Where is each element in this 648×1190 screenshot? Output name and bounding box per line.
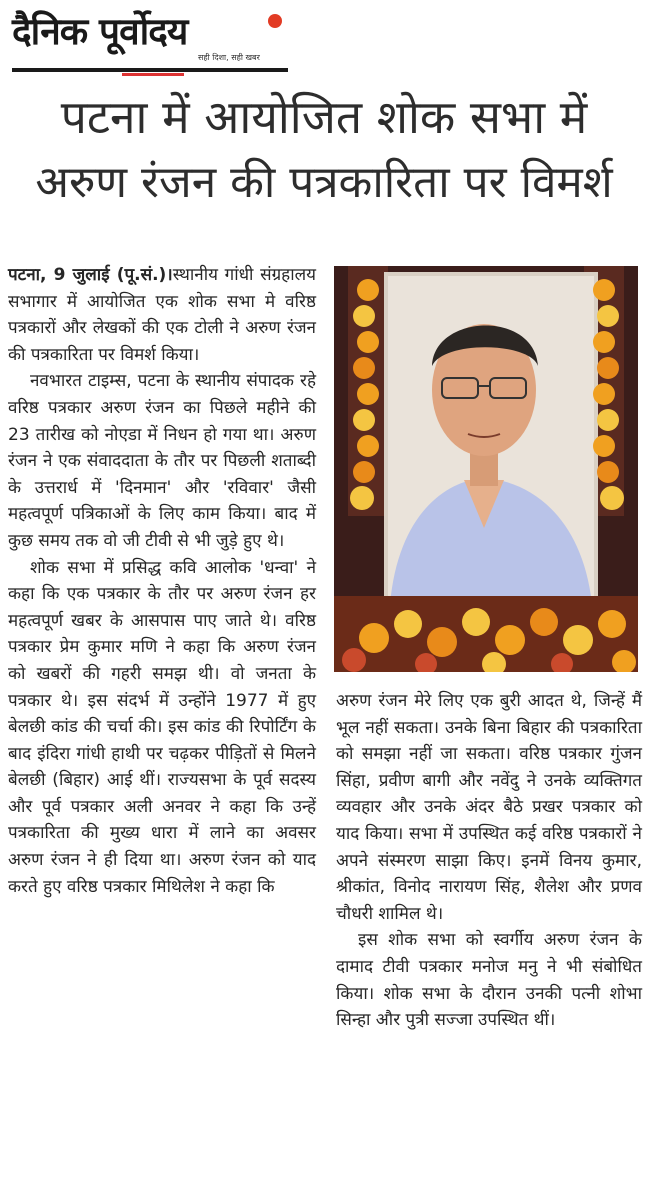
- memorial-portrait-illustration: [334, 266, 638, 672]
- article-paragraph: शोक सभा में प्रसिद्ध कवि आलोक 'धन्वा' ने कहा कि एक पत्रकार के तौर पर अरुण रंजन हर महत्वपूर्ण खबर के आसपास पाए जाते थे। वरिष्ठ पत्रकार प्रेम कुमार मणि ने कहा कि अरुण रंजन को खबरों की गहरी समझ थी। वो जनता के पत्रकार थे। इस संदर्भ में उन्होंने 1977 में हुए बेलछी कांड की चर्चा की। इस कांड की रिपोर्टिंग के बाद इंदिरा गांधी हाथी पर चढ़कर पीड़ितों से मिलने बेलछी (बिहार) आई थीं। राज्यसभा के पूर्व सदस्य और पूर्व पत्रकार अली अनवर ने कहा कि उन्हें पत्रकारिता की मुख्य धारा में लाने का अवसर अरुण रंजन ने ही दिया था। अरुण रंजन को याद करते हुए वरिष्ठ पत्रकार मिथिलेश ने कहा कि: [8, 557, 316, 897]
- masthead: [12, 4, 288, 74]
- masthead-tagline: सही दिशा, सही खबर: [198, 53, 260, 62]
- masthead-rule: [12, 68, 288, 72]
- masthead-title: दैनिक पूर्वोदय: [12, 10, 188, 53]
- article-paragraph: अरुण रंजन मेरे लिए एक बुरी आदत थे, जिन्हें मैं भूल नहीं सकता। उनके बिना बिहार की पत्रकारिता को समझा नहीं जा सकता। वरिष्ठ पत्रकार गुंजन सिंहा, प्रवीण बागी और नवेंदु ने उनके व्यक्तिगत व्यवहार और उनके अंदर बैठे प्रखर पत्रकार को याद किया। सभा में उपस्थित कई वरिष्ठ पत्रकारों ने अपने संस्मरण साझा किए। इनमें विनय कुमार, श्रीकांत, विनोद नारायण सिंह, शैलेश और प्रणव चौधरी शामिल थे।: [336, 691, 642, 924]
- article-paragraph: इस शोक सभा को स्वर्गीय अरुण रंजन के दामाद टीवी पत्रकार मनोज मनु ने भी संबोधित किया। शोक सभा के दौरान उनकी पत्नी शोभा सिन्हा और पुत्री सज्जा उपस्थित थीं।: [336, 930, 642, 1031]
- article-left-column: [8, 262, 316, 900]
- headline: [0, 84, 648, 216]
- dateline: पटना, 9 जुलाई (पू.सं.)।: [8, 265, 173, 285]
- article-paragraph: [8, 262, 316, 368]
- article-paragraph: नवभारत टाइम्स, पटना के स्थानीय संपादक रहे वरिष्ठ पत्रकार अरुण रंजन का पिछले महीने की 23 तारीख को नोएडा में निधन हो गया था। अरुण रंजन ने एक संवाददाता के तौर पर पिछली शताब्दी के उत्तरार्ध में 'दिनमान' और 'रविवार' जैसी महत्वपूर्ण पत्रिकाओं के लिए काम किया। बाद में कुछ समय तक वो जी टीवी से भी जुड़े हुए थे।: [8, 371, 316, 551]
- article-text: स्थानीय गांधी संग्रहालय सभागार में आयोजित एक शोक सभा मे वरिष्ठ पत्रकारों और लेखकों की एक टोली ने अरुण रंजन की पत्रकारिता पर विमर्श किया।: [8, 265, 316, 365]
- masthead-accent: [122, 73, 184, 76]
- masthead-dot: [268, 14, 282, 28]
- article-right-column: [336, 688, 642, 1034]
- portrait-photo: [334, 266, 638, 672]
- headline-line-1: पटना में आयोजित शोक सभा में: [60, 90, 588, 144]
- headline-line-2: अरुण रंजन की पत्रकारिता पर विमर्श: [35, 157, 613, 208]
